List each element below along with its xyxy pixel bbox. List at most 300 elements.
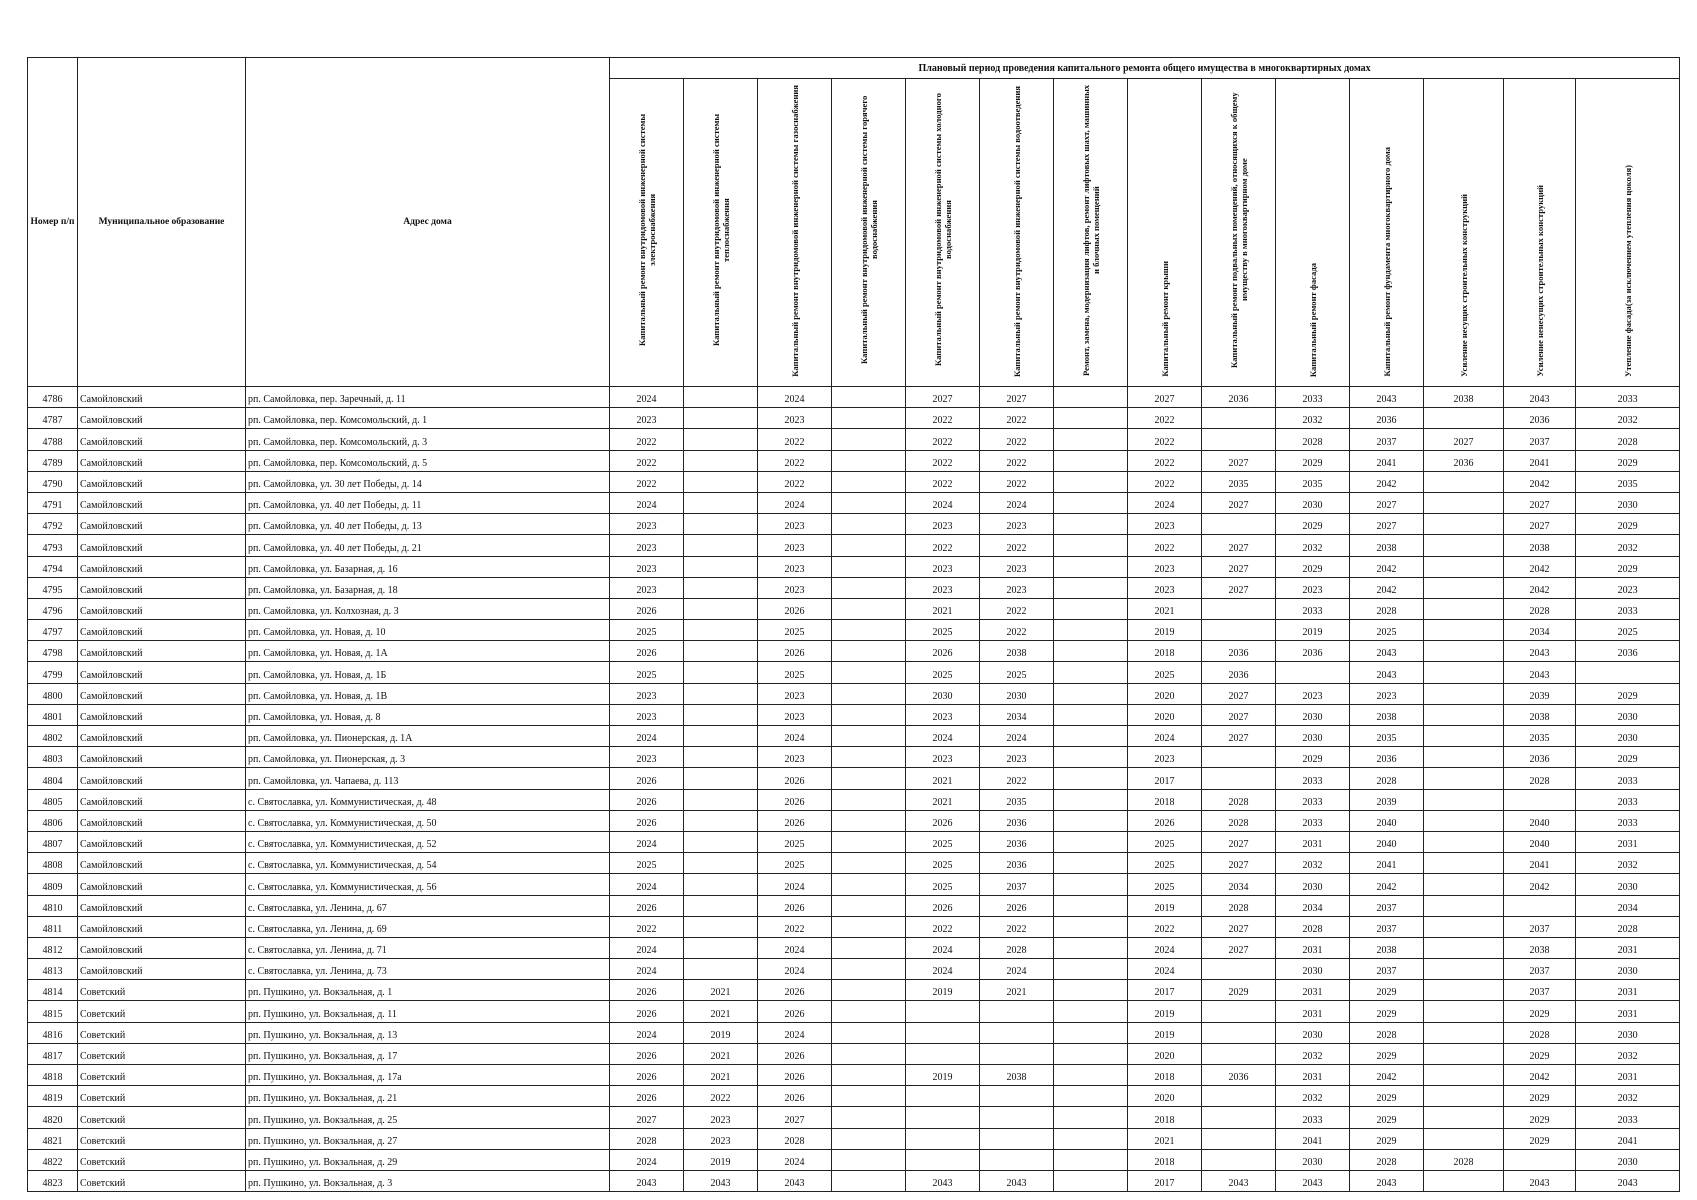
cell-year: 2017 bbox=[1128, 1170, 1202, 1191]
cell-year: 2028 bbox=[1350, 598, 1424, 619]
cell-year bbox=[684, 620, 758, 641]
cell-year bbox=[1202, 408, 1276, 429]
cell-number: 4809 bbox=[28, 874, 78, 895]
cell-year: 2027 bbox=[758, 1107, 832, 1128]
cell-year: 2018 bbox=[1128, 641, 1202, 662]
cell-number: 4821 bbox=[28, 1128, 78, 1149]
cell-year: 2031 bbox=[1276, 980, 1350, 1001]
cell-year: 2043 bbox=[906, 1170, 980, 1191]
cell-number: 4794 bbox=[28, 556, 78, 577]
cell-year: 2023 bbox=[758, 683, 832, 704]
cell-year bbox=[832, 556, 906, 577]
cell-year: 2028 bbox=[1350, 1149, 1424, 1170]
cell-year: 2032 bbox=[1276, 535, 1350, 556]
cell-year: 2029 bbox=[1350, 1086, 1424, 1107]
cell-number: 4805 bbox=[28, 789, 78, 810]
cell-year: 2021 bbox=[684, 980, 758, 1001]
cell-year: 2024 bbox=[906, 726, 980, 747]
cell-municipality: Самойловский bbox=[78, 387, 246, 408]
cell-year: 2021 bbox=[684, 1065, 758, 1086]
cell-year: 2035 bbox=[980, 789, 1054, 810]
cell-year: 2026 bbox=[610, 641, 684, 662]
cell-year bbox=[684, 556, 758, 577]
table-row bbox=[28, 450, 1680, 471]
cell-year: 2024 bbox=[906, 959, 980, 980]
cell-municipality: Советский bbox=[78, 1149, 246, 1170]
cell-year bbox=[1424, 768, 1504, 789]
cell-year bbox=[1424, 853, 1504, 874]
cell-year: 2026 bbox=[906, 641, 980, 662]
cell-year bbox=[1054, 937, 1128, 958]
cell-year: 2032 bbox=[1576, 1043, 1680, 1064]
cell-year: 2024 bbox=[610, 831, 684, 852]
cell-year: 2025 bbox=[758, 853, 832, 874]
table-row bbox=[28, 641, 1680, 662]
cell-year bbox=[1424, 471, 1504, 492]
cell-year: 2023 bbox=[1128, 747, 1202, 768]
cell-year bbox=[684, 387, 758, 408]
cell-year: 2022 bbox=[610, 429, 684, 450]
cell-year: 2029 bbox=[1504, 1001, 1576, 1022]
cell-year: 2037 bbox=[1350, 895, 1424, 916]
cell-address: рп. Самойловка, ул. Пионерская, д. 1А bbox=[246, 726, 610, 747]
cell-year: 2036 bbox=[1276, 641, 1350, 662]
cell-year: 2022 bbox=[980, 916, 1054, 937]
cell-year bbox=[832, 1107, 906, 1128]
cell-year bbox=[1054, 1170, 1128, 1191]
cell-year bbox=[832, 874, 906, 895]
cell-year bbox=[1424, 1065, 1504, 1086]
cell-year: 2039 bbox=[1504, 683, 1576, 704]
cell-year: 2023 bbox=[906, 514, 980, 535]
cell-address: рп. Пушкино, ул. Вокзальная, д. 1 bbox=[246, 980, 610, 1001]
cell-year: 2025 bbox=[610, 662, 684, 683]
cell-year: 2043 bbox=[1504, 662, 1576, 683]
cell-year: 2021 bbox=[906, 768, 980, 789]
cell-year: 2030 bbox=[1576, 726, 1680, 747]
cell-year: 2026 bbox=[758, 1086, 832, 1107]
cell-year: 2037 bbox=[1504, 980, 1576, 1001]
cell-year: 2035 bbox=[1276, 471, 1350, 492]
cell-year bbox=[980, 1128, 1054, 1149]
table-row bbox=[28, 514, 1680, 535]
cell-year: 2042 bbox=[1350, 874, 1424, 895]
cell-year: 2023 bbox=[980, 514, 1054, 535]
cell-year: 2028 bbox=[1504, 1022, 1576, 1043]
cell-year: 2032 bbox=[1276, 408, 1350, 429]
cell-year bbox=[832, 514, 906, 535]
cell-year bbox=[1054, 408, 1128, 429]
cell-year bbox=[684, 429, 758, 450]
cell-year: 2042 bbox=[1504, 471, 1576, 492]
cell-year bbox=[832, 1128, 906, 1149]
header-work-basement: Капитальный ремонт подвальных помещений, относящихся к общему имуществу в многоквартирном доме bbox=[1202, 79, 1276, 387]
cell-year: 2043 bbox=[1276, 1170, 1350, 1191]
cell-number: 4810 bbox=[28, 895, 78, 916]
table-row bbox=[28, 408, 1680, 429]
cell-year: 2043 bbox=[1504, 641, 1576, 662]
header-work-facade: Капитальный ремонт фасада bbox=[1276, 79, 1350, 387]
cell-year bbox=[1202, 514, 1276, 535]
cell-year bbox=[1424, 726, 1504, 747]
cell-year bbox=[832, 641, 906, 662]
cell-year: 2024 bbox=[758, 959, 832, 980]
cell-year: 2034 bbox=[1576, 895, 1680, 916]
cell-year: 2023 bbox=[980, 577, 1054, 598]
cell-year: 2040 bbox=[1350, 831, 1424, 852]
cell-municipality: Самойловский bbox=[78, 895, 246, 916]
table-row bbox=[28, 1149, 1680, 1170]
table-row bbox=[28, 853, 1680, 874]
table-body bbox=[28, 387, 1680, 1192]
cell-municipality: Советский bbox=[78, 1170, 246, 1191]
cell-year: 2025 bbox=[610, 620, 684, 641]
cell-year: 2043 bbox=[1504, 1170, 1576, 1191]
cell-number: 4796 bbox=[28, 598, 78, 619]
cell-address: с. Святославка, ул. Ленина, д. 69 bbox=[246, 916, 610, 937]
cell-year bbox=[684, 937, 758, 958]
cell-number: 4799 bbox=[28, 662, 78, 683]
cell-year bbox=[684, 514, 758, 535]
cell-year: 2022 bbox=[1128, 429, 1202, 450]
cell-year bbox=[1054, 641, 1128, 662]
cell-year: 2041 bbox=[1504, 853, 1576, 874]
cell-year: 2022 bbox=[610, 916, 684, 937]
cell-year: 2023 bbox=[1128, 514, 1202, 535]
cell-number: 4804 bbox=[28, 768, 78, 789]
cell-year: 2029 bbox=[1576, 747, 1680, 768]
cell-year: 2040 bbox=[1504, 810, 1576, 831]
cell-year: 2022 bbox=[906, 471, 980, 492]
cell-year: 2024 bbox=[758, 937, 832, 958]
table-row bbox=[28, 959, 1680, 980]
cell-number: 4801 bbox=[28, 704, 78, 725]
cell-year: 2024 bbox=[610, 937, 684, 958]
cell-year: 2036 bbox=[1202, 662, 1276, 683]
cell-year: 2036 bbox=[1350, 408, 1424, 429]
cell-year: 2033 bbox=[1276, 1107, 1350, 1128]
cell-year: 2043 bbox=[758, 1170, 832, 1191]
cell-year: 2032 bbox=[1576, 408, 1680, 429]
cell-year: 2023 bbox=[758, 535, 832, 556]
table-row bbox=[28, 726, 1680, 747]
cell-number: 4795 bbox=[28, 577, 78, 598]
cell-number: 4815 bbox=[28, 1001, 78, 1022]
cell-year bbox=[832, 471, 906, 492]
cell-year: 2032 bbox=[1576, 1086, 1680, 1107]
cell-address: рп. Самойловка, пер. Заречный, д. 11 bbox=[246, 387, 610, 408]
cell-number: 4814 bbox=[28, 980, 78, 1001]
cell-year: 2026 bbox=[758, 895, 832, 916]
cell-year: 2026 bbox=[906, 895, 980, 916]
cell-year: 2026 bbox=[906, 810, 980, 831]
cell-year: 2023 bbox=[758, 577, 832, 598]
cell-address: рп. Пушкино, ул. Вокзальная, д. 17а bbox=[246, 1065, 610, 1086]
cell-number: 4816 bbox=[28, 1022, 78, 1043]
header-work-elevators: Ремонт, замена, модернизация лифтов, ремонт лифтовых шахт, машинных и блочных помещений bbox=[1054, 79, 1128, 387]
cell-year bbox=[1054, 1001, 1128, 1022]
cell-year: 2023 bbox=[980, 556, 1054, 577]
cell-year: 2028 bbox=[1350, 1022, 1424, 1043]
cell-year: 2024 bbox=[758, 1022, 832, 1043]
cell-year: 2028 bbox=[1202, 789, 1276, 810]
cell-year: 2022 bbox=[906, 408, 980, 429]
cell-year: 2030 bbox=[1576, 1022, 1680, 1043]
header-work-hot-water: Капитальный ремонт внутридомовой инженерной системы горячего водоснабжения bbox=[832, 79, 906, 387]
cell-year: 2020 bbox=[1128, 1086, 1202, 1107]
cell-year bbox=[1276, 662, 1350, 683]
cell-year: 2041 bbox=[1276, 1128, 1350, 1149]
cell-year bbox=[832, 853, 906, 874]
cell-year: 2022 bbox=[980, 620, 1054, 641]
cell-year: 2026 bbox=[610, 1086, 684, 1107]
cell-year bbox=[832, 789, 906, 810]
cell-year bbox=[1054, 1149, 1128, 1170]
cell-year: 2024 bbox=[758, 726, 832, 747]
header-address: Адрес дома bbox=[246, 58, 610, 387]
cell-address: рп. Самойловка, ул. Новая, д. 10 bbox=[246, 620, 610, 641]
cell-year: 2032 bbox=[1576, 535, 1680, 556]
header-work-heating: Капитальный ремонт внутридомовой инженерной системы теплоснабжения bbox=[684, 79, 758, 387]
cell-year: 2043 bbox=[1504, 387, 1576, 408]
cell-number: 4800 bbox=[28, 683, 78, 704]
cell-year: 2031 bbox=[1576, 831, 1680, 852]
cell-year bbox=[684, 662, 758, 683]
cell-year: 2024 bbox=[610, 387, 684, 408]
table-row bbox=[28, 1001, 1680, 1022]
cell-address: рп. Пушкино, ул. Вокзальная, д. 21 bbox=[246, 1086, 610, 1107]
cell-year bbox=[1054, 789, 1128, 810]
cell-year bbox=[1202, 1149, 1276, 1170]
cell-number: 4812 bbox=[28, 937, 78, 958]
cell-year: 2023 bbox=[610, 514, 684, 535]
cell-year bbox=[1202, 429, 1276, 450]
cell-year: 2043 bbox=[1576, 1170, 1680, 1191]
cell-year bbox=[906, 1128, 980, 1149]
cell-year: 2041 bbox=[1576, 1128, 1680, 1149]
cell-year bbox=[1202, 747, 1276, 768]
cell-year: 2041 bbox=[1504, 450, 1576, 471]
cell-year: 2025 bbox=[758, 662, 832, 683]
cell-year: 2038 bbox=[1350, 937, 1424, 958]
cell-year: 2024 bbox=[610, 492, 684, 513]
cell-year: 2036 bbox=[1424, 450, 1504, 471]
cell-year bbox=[1054, 598, 1128, 619]
table-row bbox=[28, 747, 1680, 768]
table-row bbox=[28, 916, 1680, 937]
cell-year: 2025 bbox=[1128, 662, 1202, 683]
cell-year: 2025 bbox=[906, 620, 980, 641]
cell-year: 2023 bbox=[1350, 683, 1424, 704]
cell-year: 2023 bbox=[610, 535, 684, 556]
cell-year bbox=[1202, 1086, 1276, 1107]
cell-year: 2036 bbox=[980, 853, 1054, 874]
cell-year: 2039 bbox=[1350, 789, 1424, 810]
cell-year: 2022 bbox=[980, 471, 1054, 492]
cell-year: 2024 bbox=[980, 959, 1054, 980]
cell-year bbox=[1424, 1022, 1504, 1043]
cell-year: 2042 bbox=[1504, 1065, 1576, 1086]
cell-year: 2023 bbox=[758, 704, 832, 725]
table-row bbox=[28, 937, 1680, 958]
cell-year: 2030 bbox=[980, 683, 1054, 704]
cell-year: 2035 bbox=[1576, 471, 1680, 492]
cell-year: 2036 bbox=[1350, 747, 1424, 768]
cell-year bbox=[832, 577, 906, 598]
cell-year bbox=[1424, 831, 1504, 852]
cell-year: 2033 bbox=[1576, 598, 1680, 619]
cell-year: 2029 bbox=[1350, 1107, 1424, 1128]
table-row bbox=[28, 662, 1680, 683]
cell-year: 2027 bbox=[1202, 683, 1276, 704]
cell-year bbox=[832, 895, 906, 916]
cell-year: 2029 bbox=[1576, 683, 1680, 704]
cell-year bbox=[906, 1001, 980, 1022]
cell-municipality: Самойловский bbox=[78, 577, 246, 598]
cell-year: 2034 bbox=[1202, 874, 1276, 895]
cell-year: 2025 bbox=[1128, 853, 1202, 874]
cell-year: 2031 bbox=[1576, 1065, 1680, 1086]
cell-year bbox=[684, 471, 758, 492]
cell-municipality: Самойловский bbox=[78, 768, 246, 789]
cell-address: рп. Пушкино, ул. Вокзальная, д. 29 bbox=[246, 1149, 610, 1170]
cell-municipality: Самойловский bbox=[78, 959, 246, 980]
cell-year: 2026 bbox=[980, 895, 1054, 916]
table-row bbox=[28, 387, 1680, 408]
cell-year bbox=[1054, 874, 1128, 895]
cell-year bbox=[1202, 959, 1276, 980]
cell-year bbox=[1054, 1043, 1128, 1064]
cell-year: 2041 bbox=[1350, 853, 1424, 874]
cell-year: 2027 bbox=[1202, 704, 1276, 725]
cell-year: 2038 bbox=[980, 1065, 1054, 1086]
table-row bbox=[28, 1065, 1680, 1086]
cell-year bbox=[1054, 747, 1128, 768]
cell-year: 2024 bbox=[610, 726, 684, 747]
cell-year bbox=[832, 450, 906, 471]
cell-address: рп. Самойловка, ул. Новая, д. 1В bbox=[246, 683, 610, 704]
cell-address: рп. Пушкино, ул. Вокзальная, д. 11 bbox=[246, 1001, 610, 1022]
cell-address: рп. Пушкино, ул. Вокзальная, д. 13 bbox=[246, 1022, 610, 1043]
cell-number: 4819 bbox=[28, 1086, 78, 1107]
cell-year bbox=[1424, 492, 1504, 513]
cell-year: 2037 bbox=[1504, 959, 1576, 980]
cell-year: 2030 bbox=[1276, 1022, 1350, 1043]
cell-year bbox=[832, 1065, 906, 1086]
table-row bbox=[28, 471, 1680, 492]
cell-year: 2043 bbox=[980, 1170, 1054, 1191]
cell-year bbox=[832, 1086, 906, 1107]
cell-number: 4788 bbox=[28, 429, 78, 450]
cell-year: 2037 bbox=[1504, 429, 1576, 450]
cell-year: 2019 bbox=[1128, 1001, 1202, 1022]
cell-year bbox=[1054, 726, 1128, 747]
cell-year bbox=[684, 916, 758, 937]
cell-number: 4807 bbox=[28, 831, 78, 852]
cell-year: 2018 bbox=[1128, 789, 1202, 810]
cell-year: 2040 bbox=[1350, 810, 1424, 831]
cell-year: 2026 bbox=[758, 1065, 832, 1086]
table-row bbox=[28, 1022, 1680, 1043]
cell-year bbox=[980, 1043, 1054, 1064]
cell-year: 2029 bbox=[1276, 556, 1350, 577]
header-work-cold-water: Капитальный ремонт внутридомовой инженерной системы холодного водоснабжения bbox=[906, 79, 980, 387]
header-work-facade-insulation: Утепление фасада(за исключением утепления цоколя) bbox=[1576, 79, 1680, 387]
cell-year: 2028 bbox=[1576, 429, 1680, 450]
cell-year: 2029 bbox=[1576, 556, 1680, 577]
cell-year bbox=[1054, 471, 1128, 492]
cell-year: 2032 bbox=[1576, 853, 1680, 874]
cell-municipality: Самойловский bbox=[78, 408, 246, 429]
cell-municipality: Самойловский bbox=[78, 535, 246, 556]
cell-number: 4820 bbox=[28, 1107, 78, 1128]
cell-year: 2033 bbox=[1276, 810, 1350, 831]
cell-municipality: Советский bbox=[78, 1001, 246, 1022]
cell-year: 2022 bbox=[980, 535, 1054, 556]
cell-year bbox=[832, 535, 906, 556]
table-row bbox=[28, 789, 1680, 810]
cell-year: 2023 bbox=[1128, 556, 1202, 577]
cell-year: 2024 bbox=[1128, 937, 1202, 958]
cell-year: 2022 bbox=[758, 916, 832, 937]
cell-year bbox=[1424, 577, 1504, 598]
cell-year bbox=[1202, 620, 1276, 641]
cell-year: 2021 bbox=[684, 1001, 758, 1022]
cell-year: 2027 bbox=[1350, 514, 1424, 535]
cell-address: рп. Самойловка, ул. Колхозная, д. 3 bbox=[246, 598, 610, 619]
cell-number: 4789 bbox=[28, 450, 78, 471]
cell-address: рп. Самойловка, ул. Пионерская, д. 3 bbox=[246, 747, 610, 768]
cell-year: 2032 bbox=[1276, 853, 1350, 874]
cell-year bbox=[832, 726, 906, 747]
cell-year: 2026 bbox=[758, 789, 832, 810]
cell-year bbox=[832, 810, 906, 831]
cell-year bbox=[1424, 916, 1504, 937]
cell-year: 2030 bbox=[1276, 492, 1350, 513]
cell-year: 2019 bbox=[1128, 620, 1202, 641]
cell-address: с. Святославка, ул. Коммунистическая, д. 54 bbox=[246, 853, 610, 874]
cell-address: рп. Самойловка, ул. 30 лет Победы, д. 14 bbox=[246, 471, 610, 492]
cell-year: 2035 bbox=[1350, 726, 1424, 747]
cell-year: 2043 bbox=[1350, 641, 1424, 662]
cell-year: 2031 bbox=[1576, 937, 1680, 958]
cell-year bbox=[684, 704, 758, 725]
cell-year: 2029 bbox=[1350, 980, 1424, 1001]
cell-year bbox=[1424, 895, 1504, 916]
cell-year bbox=[1424, 620, 1504, 641]
cell-municipality: Самойловский bbox=[78, 492, 246, 513]
cell-year: 2032 bbox=[1276, 1043, 1350, 1064]
cell-year: 2024 bbox=[610, 1022, 684, 1043]
cell-year bbox=[684, 641, 758, 662]
cell-number: 4793 bbox=[28, 535, 78, 556]
cell-year bbox=[684, 747, 758, 768]
cell-year: 2027 bbox=[1202, 556, 1276, 577]
cell-year: 2036 bbox=[1504, 408, 1576, 429]
cell-year: 2037 bbox=[1350, 959, 1424, 980]
cell-address: рп. Самойловка, ул. Чапаева, д. 113 bbox=[246, 768, 610, 789]
cell-year: 2029 bbox=[1350, 1043, 1424, 1064]
cell-year: 2036 bbox=[1202, 387, 1276, 408]
cell-year bbox=[832, 408, 906, 429]
cell-year: 2026 bbox=[758, 980, 832, 1001]
cell-number: 4787 bbox=[28, 408, 78, 429]
cell-year: 2027 bbox=[1202, 853, 1276, 874]
cell-year: 2027 bbox=[1424, 429, 1504, 450]
table-row bbox=[28, 704, 1680, 725]
cell-year bbox=[1054, 831, 1128, 852]
cell-year: 2024 bbox=[758, 874, 832, 895]
